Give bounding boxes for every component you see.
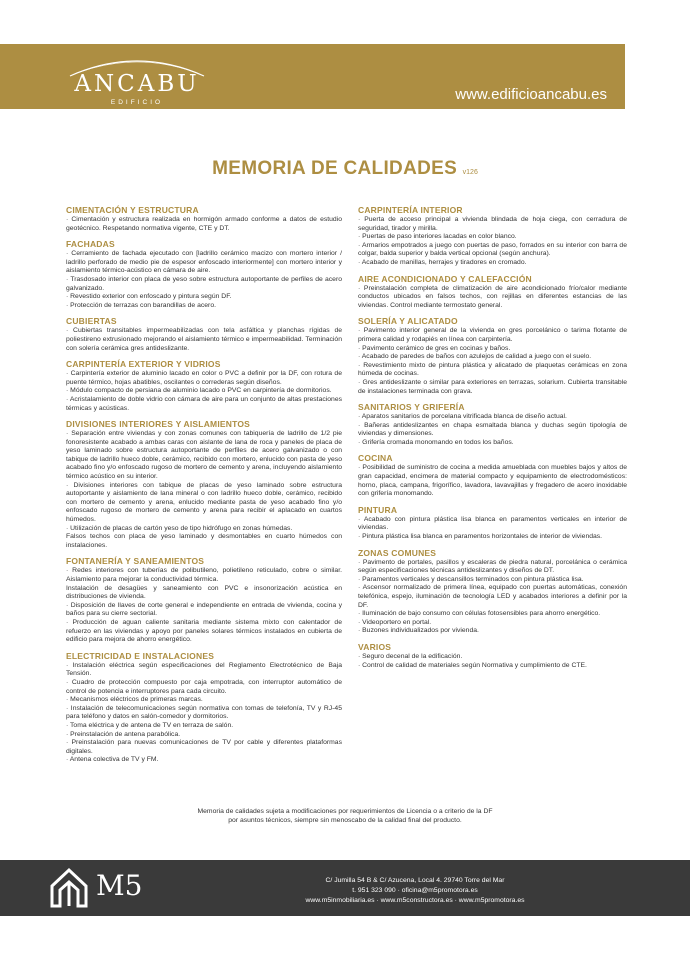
section xyxy=(358,642,627,670)
section-title: DIVISIONES INTERIORES Y AISLAMIENTOS xyxy=(66,419,251,430)
section xyxy=(66,651,342,765)
footnote-line-1: Memoria de calidades sujeta a modificaciones por requerimientos de Licencia o a criterio de la DF xyxy=(197,808,493,815)
section-body: · Cerramiento de fachada ejecutado con [ladrillo cerámico macizo con mortero interior / ladrillo perforado de medio pie de espesor enfoscado interiormente] con mortero interior y aislamiento térmico-acústico en cámara de aire. · Trasdosado interior con placa de yeso sobre estructura autoportante de perfiles de acero galvanizado. · Revestido exterior con enfoscado y pintura según DF. · Protección de terrazas con barandillas de acero. xyxy=(66,250,342,309)
section-title: COCINA xyxy=(358,453,393,464)
section-body: · Pavimento de portales, pasillos y escaleras de piedra natural, porcelánica o cerámica según especificaciones técnicas antideslizantes y diseños de DT. · Paramentos verticales y descansillos terminados con pintura plástica lisa. · Ascensor normalizado de primera línea, equipado con puertas automáticas, conexión telefónica, espejo, iluminación de tecnología LED y acabados interiores a definir por la DF. · Iluminación de bajo consumo con células fotosensibles para ahorro energético. · Videoportero en portal. · Buzones individualizados por vivienda. xyxy=(358,558,627,635)
brand-name: ANCABU xyxy=(74,71,200,97)
footer-phone-email: t. 951 323 090 · oficina@m5promotora.es xyxy=(352,887,478,894)
left-column xyxy=(66,205,342,771)
footer-address: C/ Jumilla 54 B & C/ Azucena, Local 4. 29740 Torre del Mar xyxy=(325,877,505,884)
m5-brand: M5 xyxy=(96,869,143,902)
section-title: SOLERÍA Y ALICATADO xyxy=(358,316,458,327)
footnote-line-2: por asuntos técnicos, siempre sin menoscabo de la calidad final del producto. xyxy=(228,817,462,824)
section-body: · Carpintería exterior de aluminio lacado en color o PVC a definir por la DF, con rotura de puente térmico, hojas abatibles, oscilantes o correderas según diseños. · Módulo compacto de persiana de aluminio lacado o PVC en carpintería de dormitorios. · Acristalamiento de doble vidrio con cámara de aire para un conjunto de altas prestaciones térmicas y acústicas. xyxy=(66,370,342,412)
section xyxy=(358,402,627,447)
section xyxy=(66,239,342,310)
section xyxy=(358,453,627,498)
title-text: MEMORIA DE CALIDADES xyxy=(212,158,458,179)
section-body: · Redes interiores con tuberías de polibutileno, polietileno reticulado, cobre o similar. Aislamiento para mejorar la conductividad térmica. Instalación de desagües y saneamiento con PVC e insonorización acústica en distribuciones de vivienda. · Disposición de llaves de corte general e independiente en entrada de vivienda, cocina y baños para su cierre sectorial. · Producción de aguan caliente sanitaria mediante sistema mixto con calentador de refuerzo en las viviendas y apoyo por paneles solares térmicos instalados en cubierta de edificio para mejora de ahorro energético. xyxy=(66,567,342,644)
header-band xyxy=(0,44,625,109)
m5-house-icon xyxy=(48,866,90,910)
section-body: · Separación entre viviendas y con zonas comunes con tabiquería de ladrillo de 1/2 pie fonoresistente acabado a ambas caras con aislante de lana de roca y paneles de placa de yeso laminado sobre estructura autoportante de perfiles de acero galvanizado o con tabique de ladrillo hueco doble, cerámico, recibido con mortero, enlucido con pasta de yeso acabado fino y/o enfoscado rugoso de mortero de cemento y arena, incluyendo aislamiento térmico acústico en su interior. · Divisiones interiores con tabique de placas de yeso laminado sobre estructura autoportante y aislamiento de lana mineral o con ladrillo hueco doble, cerámico, recibido con mortero de cemento y arena, enlucido mediante pasta de yeso acabado fino y/o enfoscado rugoso de mortero de cemento y arena para recibir el aplacado en cuartos húmedos. · Utilización de placas de cartón yeso de tipo hidrófugo en zonas húmedas. Falsos techos con placa de yeso laminado y desmontables en cuarto húmedos con instalaciones. xyxy=(66,430,342,549)
section xyxy=(358,548,627,636)
section xyxy=(358,274,627,311)
page-title xyxy=(0,158,690,180)
section-title: PINTURA xyxy=(358,504,398,515)
section-title: CARPINTERÍA INTERIOR xyxy=(358,205,463,215)
section-title: AIRE ACONDICIONADO Y CALEFACCIÓN xyxy=(358,273,532,284)
section xyxy=(66,316,342,353)
section-title: SANITARIOS Y GRIFERÍA xyxy=(358,402,465,413)
section-title: FACHADAS xyxy=(66,239,115,250)
website-url[interactable]: www.edificioancabu.es xyxy=(455,86,607,103)
section-body: · Preinstalación completa de climatización de aire acondicionado frío/calor mediante conductos ubicados en falsos techos, con rejillas en diferentes estancias de las viviendas. Control mediante termostato general. xyxy=(358,284,627,309)
section-body: · Cimentación y estructura realizada en hormigón armado conforme a datos de estudio geotécnico. Respetando normativa vigente, CTE y DT. xyxy=(66,216,342,232)
section-body: · Posibilidad de suministro de cocina a medida amueblada con muebles bajos y altos de gran capacidad, encimera de material compacto y equipamiento de electrodomésticos: horno, placa, campana, frigorífico, lavadora, lavavajillas y fregadero de acero inoxidable con grifería monomando. xyxy=(358,464,627,498)
section-title: CUBIERTAS xyxy=(66,316,117,327)
right-column xyxy=(358,205,627,676)
footer-websites[interactable]: www.m5inmobiliaria.es · www.m5constructora.es · www.m5promotora.es xyxy=(305,897,525,904)
section-body: · Pavimento interior general de la vivienda en gres porcelánico o tarima flotante de primera calidad y rodapiés en línea con carpintería. · Pavimento cerámico de gres en cocinas y baños. · Acabado de paredes de baños con azulejos de calidad a juego con el suelo. · Revestimiento mixto de pintura plástica y alicatado de plaquetas cerámicas en zona húmeda de cocinas. · Gres antideslizante o similar para exteriores en terrazas, solarium. Cubierta transitable de instalaciones terminada con grava. xyxy=(358,327,627,395)
section-body: · Aparatos sanitarios de porcelana vitrificada blanca de diseño actual. · Bañeras antideslizantes en chapa esmaltada blanca y duchas según tipología de viviendas y dimensiones. · Grifería cromada monomando en todos los baños. xyxy=(358,413,627,446)
section xyxy=(66,419,342,550)
section-title: FONTANERÍA Y SANEAMIENTOS xyxy=(66,556,205,567)
footer-band xyxy=(0,860,690,916)
section-body: · Seguro decenal de la edificación. · Control de calidad de materiales según Normativa y cumplimiento de CTE. xyxy=(358,652,587,669)
section xyxy=(66,359,342,413)
section-body: · Puerta de acceso principal a vivienda blindada de hoja ciega, con cerradura de seguridad, tirador y mirilla. · Puertas de paso interiores lacadas en color blanco. · Armarios empotrados a juego con puertas de paso, forrados en su interior con barra de colgar, balda superior y balda vertical opcional (según anchura). · Acabado de manillas, herrajes y tiradores en cromado. xyxy=(358,216,627,266)
section-title: CARPINTERÍA EXTERIOR Y VIDRIOS xyxy=(66,359,221,370)
section-body: · Cubiertas transitables impermeabilizadas con tela asfáltica y planchas rígidas de poliestireno extrusionado mejorando el aislamiento térmico e impermeabilidad. Terminación con solería cerámica gres antideslizante. xyxy=(66,327,342,352)
brand-sub: EDIFICIO xyxy=(110,99,164,106)
section-title: VARIOS xyxy=(358,641,392,652)
ancabu-logo xyxy=(62,54,212,104)
section-title: ELECTRICIDAD E INSTALACIONES xyxy=(66,650,215,661)
section xyxy=(358,505,627,542)
section-body: · Instalación eléctrica según especificaciones del Reglamento Electrotécnico de Baja Tensión. · Cuadro de protección compuesto por caja empotrada, con interruptor automático de control de potencia e interruptores para cada circuito. · Mecanismos eléctricos de primeras marcas. · Instalación de telecomunicaciones según normativa con tomas de telefonía, TV y RJ-45 para teléfono y datos en salón-comedor y dormitorios. · Toma eléctrica y de antena de TV en terraza de salón. · Preinstalación de antena parabólica. · Preinstalación para nuevas comunicaciones de TV por cable y diferentes plataformas digitales. · Antena colectiva de TV y FM. xyxy=(66,661,342,764)
section-title: ZONAS COMUNES xyxy=(358,547,437,558)
footer-contact xyxy=(300,876,530,906)
section xyxy=(358,205,627,268)
section-title: CIMENTACIÓN Y ESTRUCTURA xyxy=(66,205,199,215)
footnote xyxy=(0,807,690,825)
section xyxy=(66,556,342,644)
section xyxy=(358,316,627,396)
section-body: · Acabado con pintura plástica lisa blanca en paramentos verticales en interior de viviendas. · Pintura plástica lisa blanca en paramentos horizontales de interior de viviendas. xyxy=(358,515,627,541)
version-label: v126 xyxy=(462,169,478,176)
section xyxy=(66,205,342,233)
